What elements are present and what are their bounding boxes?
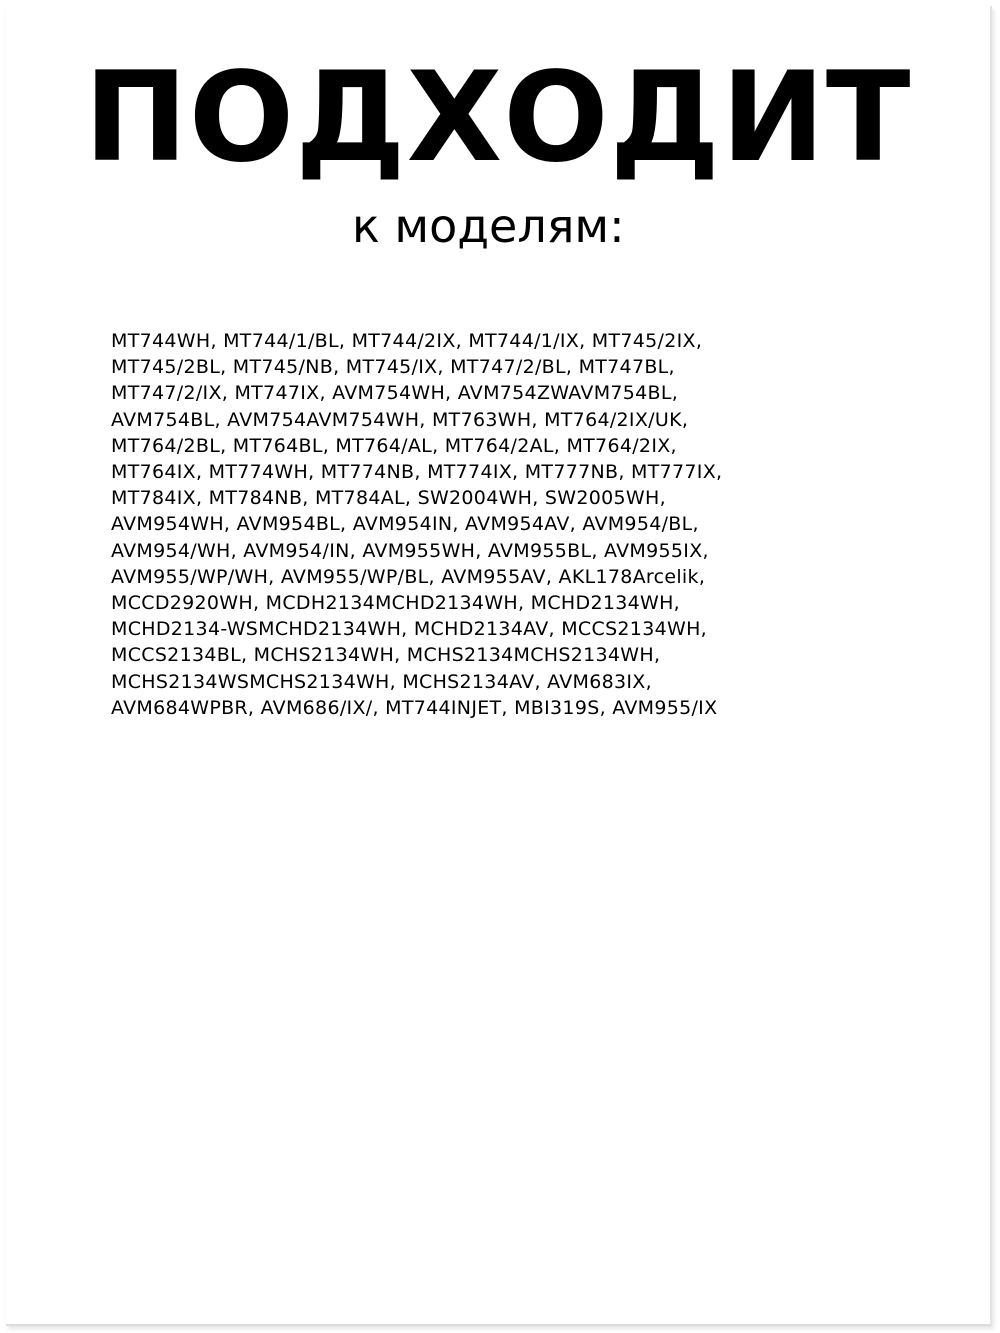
model-list (111, 328, 722, 721)
model-list-line: MCHD2134-WSMCHD2134WH, MCHD2134AV, MCCS2134WH, (111, 618, 707, 641)
model-list-line: AVM955/WP/WH, AVM955/WP/BL, AVM955AV, AKL178Arcelik, (111, 565, 706, 588)
model-list-line: MT744WH, MT744/1/BL, MT744/2IX, MT744/1/IX, MT745/2IX, (111, 330, 703, 352)
model-list-line: AVM954WH, AVM954BL, AVM954IN, AVM954AV, AVM954/BL, (111, 513, 699, 536)
model-list-line: AVM754BL, AVM754AVM754WH, MT763WH, MT764/2IX/UK, (111, 408, 689, 431)
model-list-line: MT745/2BL, MT745/NB, MT745/IX, MT747/2/BL, MT747BL, (111, 356, 675, 379)
model-list-line: MT764/2BL, MT764BL, MT764/AL, MT764/2AL, MT764/2IX, (111, 434, 677, 457)
model-list-line: AVM684WPBR, AVM686/IX/, MT744INJET, MBI319S, AVM955/IX (111, 696, 718, 719)
model-list-line: MT784IX, MT784NB, MT784AL, SW2004WH, SW2005WH, (111, 487, 666, 510)
model-list-line: MCHS2134WSMCHS2134WH, MCHS2134AV, AVM683IX, (111, 670, 652, 693)
model-list-line: MCCD2920WH, MCDH2134MCHD2134WH, MCHD2134WH, (111, 592, 681, 615)
page-title: ПОДХОДИТ (84, 46, 912, 190)
model-list-line: MCCS2134BL, MCHS2134WH, MCHS2134MCHS2134WH, (111, 644, 661, 667)
model-list-line: AVM954/WH, AVM954/IN, AVM955WH, AVM955BL, AVM955IX, (111, 539, 709, 562)
page-subtitle: к моделям: (352, 199, 625, 253)
model-list-line: MT747/2/IX, MT747IX, AVM754WH, AVM754ZWAVM754BL, (111, 382, 679, 405)
model-list-line: MT764IX, MT774WH, MT774NB, MT774IX, MT777NB, MT777IX, (111, 461, 723, 484)
